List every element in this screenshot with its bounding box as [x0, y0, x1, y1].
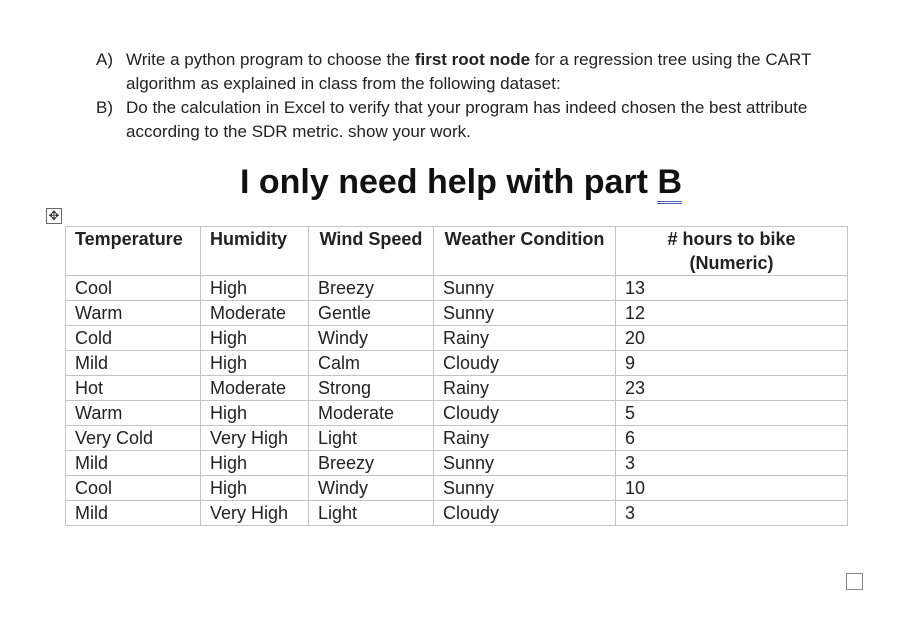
instruction-a-text-bold: first root node	[414, 50, 531, 69]
table-row	[66, 501, 848, 526]
header-weather-condition: Weather Condition	[434, 227, 616, 276]
table-cell: Light	[309, 426, 434, 451]
table-row	[66, 376, 848, 401]
table-cell: Sunny	[434, 301, 616, 326]
table-cell: High	[201, 351, 309, 376]
move-arrows-icon[interactable]: ✥	[46, 208, 62, 224]
header-temperature: Temperature	[66, 227, 201, 276]
table-cell: Rainy	[434, 376, 616, 401]
table-cell: Cool	[66, 476, 201, 501]
table-cell: Cloudy	[434, 501, 616, 526]
table-cell: Cold	[66, 326, 201, 351]
instruction-b	[96, 96, 816, 144]
table-cell: High	[201, 326, 309, 351]
table-cell: High	[201, 401, 309, 426]
table-cell: Sunny	[434, 476, 616, 501]
table-cell: Very Cold	[66, 426, 201, 451]
table-cell: Warm	[66, 301, 201, 326]
instruction-a	[96, 48, 816, 96]
table-cell: Strong	[309, 376, 434, 401]
header-hours-to-bike: # hours to bike (Numeric)	[616, 227, 848, 276]
table-cell: Warm	[66, 401, 201, 426]
table-cell: High	[201, 476, 309, 501]
table-row	[66, 301, 848, 326]
table-cell: High	[201, 451, 309, 476]
table-cell: 12	[616, 301, 848, 326]
table-cell: 13	[616, 276, 848, 301]
instruction-list	[96, 48, 816, 144]
table-cell: Cool	[66, 276, 201, 301]
table-cell: Moderate	[201, 376, 309, 401]
table-cell: 6	[616, 426, 848, 451]
table-cell: Rainy	[434, 326, 616, 351]
header-humidity: Humidity	[201, 227, 309, 276]
instruction-b-label: B)	[96, 98, 113, 117]
dataset-table	[65, 226, 848, 526]
table-cell: 9	[616, 351, 848, 376]
table-row	[66, 451, 848, 476]
instruction-a-label: A)	[96, 50, 113, 69]
table-cell: Sunny	[434, 451, 616, 476]
table-row	[66, 351, 848, 376]
table-cell: 23	[616, 376, 848, 401]
table-row	[66, 476, 848, 501]
instruction-a-text-before: Write a python program to choose the	[126, 50, 415, 69]
table-header-row	[66, 227, 848, 276]
table-cell: 5	[616, 401, 848, 426]
table-cell: Breezy	[309, 276, 434, 301]
header-wind-speed: Wind Speed	[309, 227, 434, 276]
instruction-a-text-after: for a regression tree using the CART algorithm as explained in class from the following dataset:	[126, 50, 812, 93]
table-cell: 20	[616, 326, 848, 351]
table-cell: Very High	[201, 501, 309, 526]
table-cell: Rainy	[434, 426, 616, 451]
table-cell: 3	[616, 501, 848, 526]
table-cell: Gentle	[309, 301, 434, 326]
table-cell: Calm	[309, 351, 434, 376]
heading-prefix: I only need help with part	[239, 163, 658, 201]
table-cell: 3	[616, 451, 848, 476]
table-cell: Mild	[66, 451, 201, 476]
table-cell: Mild	[66, 501, 201, 526]
instruction-b-text: Do the calculation in Excel to verify that your program has indeed chosen the best attribute according to the SDR metric. show your work.	[126, 98, 808, 141]
table-row	[66, 276, 848, 301]
table-cell: Very High	[201, 426, 309, 451]
table-row	[66, 426, 848, 451]
heading-emphasis: B	[657, 163, 682, 204]
table-cell: Moderate	[309, 401, 434, 426]
table-row	[66, 401, 848, 426]
table-cell: Cloudy	[434, 351, 616, 376]
table-cell: Moderate	[201, 301, 309, 326]
instruction-a-text	[126, 48, 816, 96]
table-cell: Windy	[309, 476, 434, 501]
table-cell: Sunny	[434, 276, 616, 301]
table-row	[66, 326, 848, 351]
table-cell: Hot	[66, 376, 201, 401]
table-cell: Light	[309, 501, 434, 526]
table-cell: 10	[616, 476, 848, 501]
table-cell: Mild	[66, 351, 201, 376]
table-cell: Breezy	[309, 451, 434, 476]
resize-square-icon[interactable]	[846, 573, 863, 590]
table-cell: Windy	[309, 326, 434, 351]
table-cell: High	[201, 276, 309, 301]
page-heading	[0, 160, 914, 204]
table-cell: Cloudy	[434, 401, 616, 426]
